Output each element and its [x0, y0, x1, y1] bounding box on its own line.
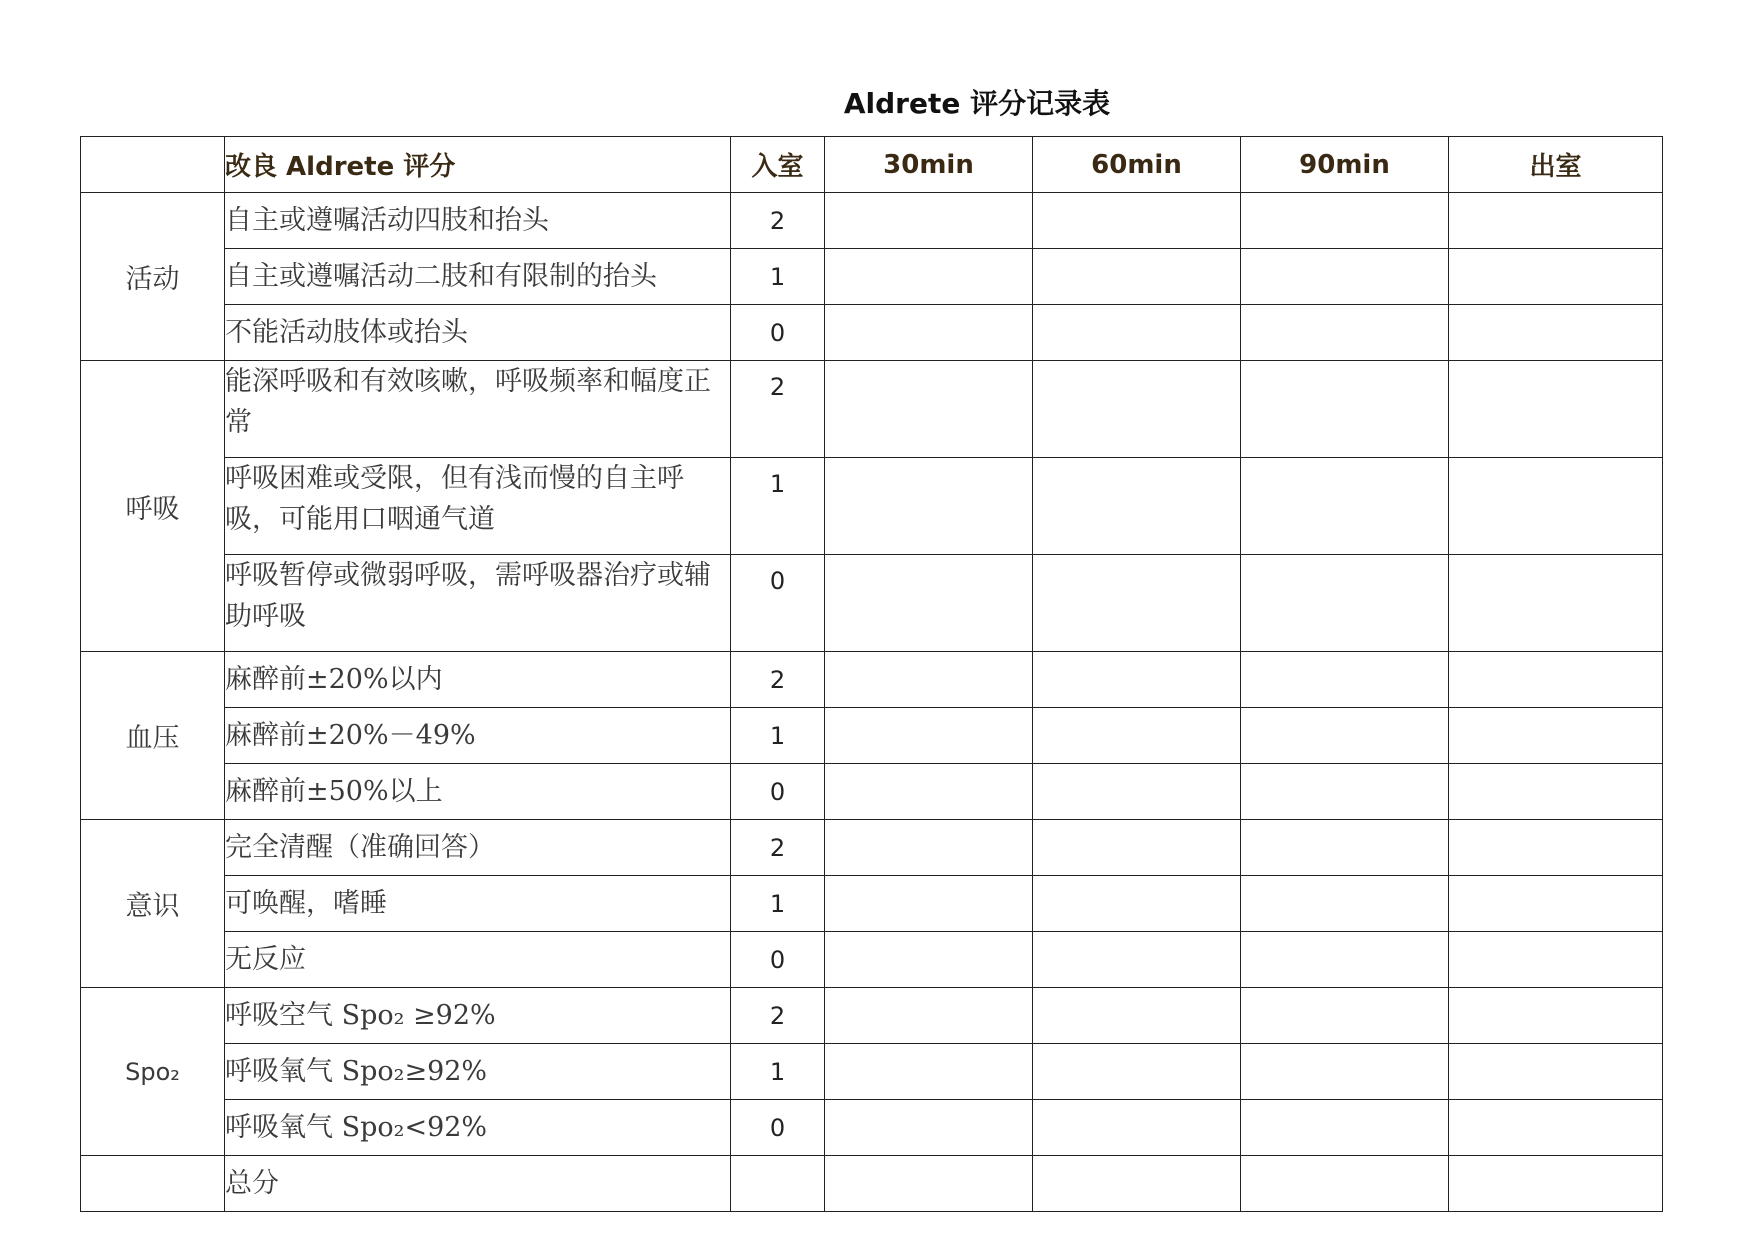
- entry-cell-exit[interactable]: [1449, 652, 1663, 708]
- entry-cell-exit[interactable]: [1449, 820, 1663, 876]
- header-time-60min: 60min: [1033, 137, 1241, 193]
- entry-cell-60min[interactable]: [1033, 708, 1241, 764]
- entry-cell-exit[interactable]: [1449, 249, 1663, 305]
- entry-cell-30min[interactable]: [825, 555, 1033, 652]
- entry-cell-60min[interactable]: [1033, 249, 1241, 305]
- table-row: [81, 708, 1663, 764]
- entry-cell-90min[interactable]: [1241, 305, 1449, 361]
- entry-cell-30min[interactable]: [825, 1044, 1033, 1100]
- table-row: [81, 988, 1663, 1044]
- entry-cell-90min[interactable]: [1241, 652, 1449, 708]
- entry-cell-60min[interactable]: [1033, 555, 1241, 652]
- total-cell-60min[interactable]: [1033, 1156, 1241, 1212]
- criteria-text: 麻醉前±20%－49%: [225, 708, 731, 764]
- score-value: 1: [731, 1044, 825, 1100]
- score-value: 2: [731, 652, 825, 708]
- total-row: [81, 1156, 1663, 1212]
- entry-cell-60min[interactable]: [1033, 932, 1241, 988]
- criteria-text: 无反应: [225, 932, 731, 988]
- entry-cell-90min[interactable]: [1241, 1044, 1449, 1100]
- entry-cell-90min[interactable]: [1241, 932, 1449, 988]
- table-row: [81, 1100, 1663, 1156]
- score-value: 0: [731, 305, 825, 361]
- table-row: [81, 193, 1663, 249]
- entry-cell-30min[interactable]: [825, 708, 1033, 764]
- score-value: 0: [731, 555, 825, 652]
- table-row: [81, 555, 1663, 652]
- table-row: [81, 876, 1663, 932]
- criteria-text: 呼吸暂停或微弱呼吸，需呼吸器治疗或辅助呼吸: [225, 555, 731, 652]
- score-value: 2: [731, 820, 825, 876]
- entry-cell-30min[interactable]: [825, 305, 1033, 361]
- category-activity: 活动: [81, 193, 225, 361]
- score-value: 1: [731, 876, 825, 932]
- entry-cell-exit[interactable]: [1449, 932, 1663, 988]
- criteria-text: 麻醉前±20%以内: [225, 652, 731, 708]
- entry-cell-90min[interactable]: [1241, 708, 1449, 764]
- entry-cell-30min[interactable]: [825, 249, 1033, 305]
- entry-cell-exit[interactable]: [1449, 1044, 1663, 1100]
- category-blood-pressure: 血压: [81, 652, 225, 820]
- criteria-text: 麻醉前±50%以上: [225, 764, 731, 820]
- table-row: [81, 249, 1663, 305]
- category-respiration: 呼吸: [81, 361, 225, 652]
- criteria-text: 完全清醒（准确回答）: [225, 820, 731, 876]
- header-time-exit: 出室: [1449, 137, 1663, 193]
- entry-cell-exit[interactable]: [1449, 708, 1663, 764]
- header-row: [81, 137, 1663, 193]
- score-value: 0: [731, 932, 825, 988]
- header-time-30min: 30min: [825, 137, 1033, 193]
- table-row: [81, 932, 1663, 988]
- entry-cell-exit[interactable]: [1449, 876, 1663, 932]
- criteria-text: 不能活动肢体或抬头: [225, 305, 731, 361]
- table-row: [81, 305, 1663, 361]
- criteria-text: 能深呼吸和有效咳嗽，呼吸频率和幅度正常: [225, 361, 731, 458]
- entry-cell-exit[interactable]: [1449, 193, 1663, 249]
- entry-cell-60min[interactable]: [1033, 988, 1241, 1044]
- table-row: [81, 764, 1663, 820]
- total-blank-cell: [81, 1156, 225, 1212]
- table-row: [81, 820, 1663, 876]
- category-consciousness: 意识: [81, 820, 225, 988]
- entry-cell-60min[interactable]: [1033, 361, 1241, 458]
- header-blank-cell: [81, 137, 225, 193]
- score-value: 2: [731, 988, 825, 1044]
- criteria-text: 呼吸氧气 Spo₂≥92%: [225, 1044, 731, 1100]
- entry-cell-30min[interactable]: [825, 932, 1033, 988]
- entry-cell-60min[interactable]: [1033, 305, 1241, 361]
- header-criteria: 改良 Aldrete 评分: [225, 137, 731, 193]
- entry-cell-60min[interactable]: [1033, 193, 1241, 249]
- criteria-text: 呼吸空气 Spo₂ ≥92%: [225, 988, 731, 1044]
- entry-cell-90min[interactable]: [1241, 458, 1449, 555]
- entry-cell-30min[interactable]: [825, 876, 1033, 932]
- entry-cell-60min[interactable]: [1033, 458, 1241, 555]
- entry-cell-exit[interactable]: [1449, 988, 1663, 1044]
- total-cell-30min[interactable]: [825, 1156, 1033, 1212]
- entry-cell-90min[interactable]: [1241, 820, 1449, 876]
- entry-cell-60min[interactable]: [1033, 1044, 1241, 1100]
- category-spo2: Spo₂: [81, 988, 225, 1156]
- header-time-90min: 90min: [1241, 137, 1449, 193]
- entry-cell-30min[interactable]: [825, 988, 1033, 1044]
- table-row: [81, 652, 1663, 708]
- entry-cell-90min[interactable]: [1241, 764, 1449, 820]
- entry-cell-90min[interactable]: [1241, 988, 1449, 1044]
- entry-cell-60min[interactable]: [1033, 820, 1241, 876]
- score-value: 2: [731, 193, 825, 249]
- table-row: [81, 458, 1663, 555]
- entry-cell-90min[interactable]: [1241, 361, 1449, 458]
- total-cell-90min[interactable]: [1241, 1156, 1449, 1212]
- score-value: 1: [731, 708, 825, 764]
- table-row: [81, 361, 1663, 458]
- entry-cell-exit[interactable]: [1449, 361, 1663, 458]
- criteria-text: 自主或遵嘱活动四肢和抬头: [225, 193, 731, 249]
- table-row: [81, 1044, 1663, 1100]
- entry-cell-90min[interactable]: [1241, 249, 1449, 305]
- entry-cell-30min[interactable]: [825, 764, 1033, 820]
- entry-cell-90min[interactable]: [1241, 876, 1449, 932]
- score-value: 1: [731, 249, 825, 305]
- entry-cell-60min[interactable]: [1033, 876, 1241, 932]
- entry-cell-30min[interactable]: [825, 193, 1033, 249]
- document-title: Aldrete 评分记录表: [843, 87, 1111, 120]
- score-value: 0: [731, 1100, 825, 1156]
- entry-cell-90min[interactable]: [1241, 1100, 1449, 1156]
- aldrete-score-table: [80, 136, 1663, 1212]
- score-value: 2: [731, 361, 825, 458]
- entry-cell-90min[interactable]: [1241, 193, 1449, 249]
- criteria-text: 呼吸氧气 Spo₂<92%: [225, 1100, 731, 1156]
- total-cell-exit[interactable]: [1449, 1156, 1663, 1212]
- entry-cell-exit[interactable]: [1449, 458, 1663, 555]
- entry-cell-60min[interactable]: [1033, 652, 1241, 708]
- entry-cell-60min[interactable]: [1033, 1100, 1241, 1156]
- entry-cell-90min[interactable]: [1241, 555, 1449, 652]
- entry-cell-exit[interactable]: [1449, 1100, 1663, 1156]
- entry-cell-exit[interactable]: [1449, 764, 1663, 820]
- total-cell-entry[interactable]: [731, 1156, 825, 1212]
- score-value: 1: [731, 458, 825, 555]
- entry-cell-30min[interactable]: [825, 361, 1033, 458]
- criteria-text: 呼吸困难或受限，但有浅而慢的自主呼吸，可能用口咽通气道: [225, 458, 731, 555]
- header-time-entry: 入室: [731, 137, 825, 193]
- entry-cell-exit[interactable]: [1449, 555, 1663, 652]
- entry-cell-30min[interactable]: [825, 820, 1033, 876]
- entry-cell-30min[interactable]: [825, 458, 1033, 555]
- total-label: 总分: [225, 1156, 731, 1212]
- criteria-text: 自主或遵嘱活动二肢和有限制的抬头: [225, 249, 731, 305]
- score-value: 0: [731, 764, 825, 820]
- entry-cell-exit[interactable]: [1449, 305, 1663, 361]
- entry-cell-30min[interactable]: [825, 652, 1033, 708]
- entry-cell-30min[interactable]: [825, 1100, 1033, 1156]
- entry-cell-60min[interactable]: [1033, 764, 1241, 820]
- criteria-text: 可唤醒，嗜睡: [225, 876, 731, 932]
